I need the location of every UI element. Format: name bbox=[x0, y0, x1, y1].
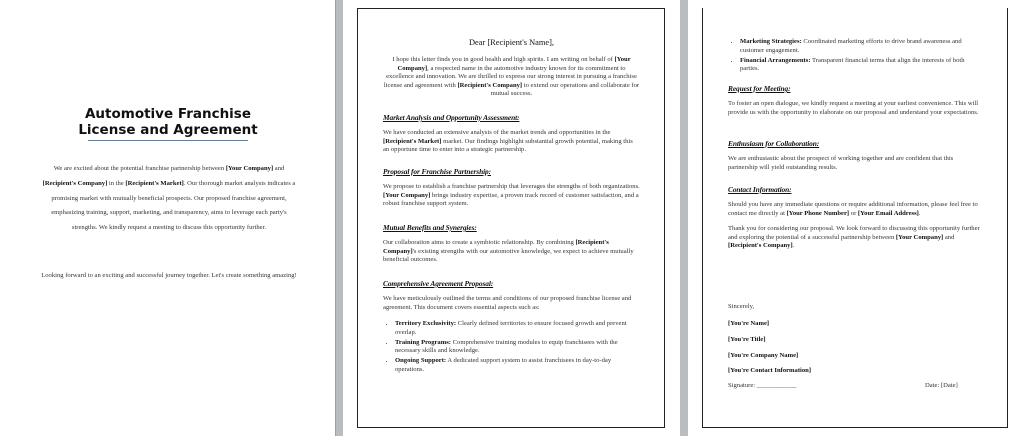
signer-contact: [You're Contact Information] bbox=[728, 367, 812, 374]
list-item: • Marketing Strategies: Coordinated marketing efforts to drive brand awareness and customer engagement. bbox=[740, 38, 984, 55]
letter-intro: I hope this letter finds you in good health and high spirits. I am writing on behalf of [Your Company], a respected name in the automotive industry known for its commitment to excellence and innovation. We are thrilled to express our strong interest in pursuing a franchise license and agreement with [Recipient's Company] to extend our operations and collaborate for mutual success. bbox=[383, 56, 640, 97]
signer-company: [You're Company Name] bbox=[728, 352, 799, 359]
heading-contact-information: Contact Information: bbox=[728, 185, 792, 194]
cover-title-line2: License and Agreement bbox=[78, 122, 258, 138]
heading-request-meeting: Request for Meeting: bbox=[728, 84, 791, 93]
cover-intro: We are excited about the potential franchise partnership between [Your Company] and [Recipient's Company] in the [Recipient's Market]. Our thorough market analysis indicates a promising market with mutually beneficial prospects. Our proposed franchise agreement, emphasizing training, support, marketing, and transparency, aims to leverage each party's strengths. We kindly request a meeting to discuss this opportunity further. bbox=[42, 165, 296, 232]
sign-off: Sincerely, bbox=[728, 303, 755, 310]
signer-title: [You're Title] bbox=[728, 336, 766, 343]
cover-closing: Looking forward to an exciting and successful journey together. Let's create something amazing! bbox=[41, 272, 297, 279]
mutual-paragraph: Our collaboration aims to create a symbiotic relationship. By combining [Recipient's Company]'s existing strengths with our automotive knowledge, we expect to achieve mutually beneficial outcomes. bbox=[383, 239, 634, 263]
list-item: • Training Programs: Comprehensive training modules to equip franchisees with the necessary skills and knowledge. bbox=[395, 339, 640, 356]
signature-line: Signature: ____________ bbox=[728, 382, 797, 389]
letter-page-1 bbox=[343, 0, 680, 436]
proposal-paragraph: We propose to establish a franchise partnership that leverages the strengths of both organizations. [Your Company] brings industry expertise, a proven track record of customer satisfaction, and a robust franchise support system. bbox=[383, 183, 640, 207]
contact-paragraph: Should you have any immediate questions or require additional information, please feel free to contact me directly at [Your Phone Number] or [Your Email Address]. bbox=[728, 201, 978, 217]
date-line: Date: [Date] bbox=[925, 382, 958, 389]
thanks-paragraph: Thank you for considering our proposal. We look forward to discussing this opportunity further and exploring the potential of a successful partnership between [Your Company] and [Recipient's Company]. bbox=[728, 225, 980, 249]
salutation: Dear [Recipient's Name], bbox=[469, 38, 554, 47]
meeting-paragraph: To foster an open dialogue, we kindly request a meeting at your earliest convenience. This will provide us with the opportunity to elaborate on our proposal and understand your expectations. bbox=[728, 100, 979, 116]
letter-page-2 bbox=[688, 0, 1024, 436]
enthusiasm-paragraph: We are enthusiastic about the prospect of working together and are confident that this partnership will yield outstanding results. bbox=[728, 155, 954, 171]
heading-mutual-benefits: Mutual Benefits and Synergies: bbox=[383, 223, 477, 232]
comprehensive-paragraph: We have meticulously outlined the terms and conditions of our proposed franchise license and agreement. This document covers essential aspects such as: bbox=[383, 295, 632, 311]
list-item: • Financial Arrangements: Transparent financial terms that align the interests of both parties. bbox=[740, 57, 984, 74]
list-item: • Territory Exclusivity: Clearly defined territories to ensure focused growth and prevent overlap. bbox=[395, 320, 640, 337]
list-item: • Ongoing Support: A dedicated support system to assist franchisees in day-to-day operations. bbox=[395, 357, 640, 374]
heading-market-analysis: Market Analysis and Opportunity Assessment: bbox=[383, 113, 520, 122]
signer-name: [You're Name] bbox=[728, 320, 770, 327]
market-paragraph: We have conducted an extensive analysis of the market trends and opportunities in the [Recipient's Market] market. Our findings highlight substantial growth potential, making this an opportune time to enter into a strategic partnership. bbox=[383, 129, 633, 153]
agreement-bullet-list-continued bbox=[728, 38, 984, 74]
heading-enthusiasm: Enthusiasm for Collaboration: bbox=[728, 139, 820, 148]
title-divider bbox=[88, 140, 248, 141]
heading-comprehensive-agreement: Comprehensive Agreement Proposal: bbox=[383, 279, 494, 288]
cover-page bbox=[0, 0, 336, 436]
agreement-bullet-list bbox=[383, 320, 640, 374]
cover-title-line1: Automotive Franchise bbox=[84, 106, 252, 122]
heading-proposal: Proposal for Franchise Partnership: bbox=[383, 167, 491, 176]
